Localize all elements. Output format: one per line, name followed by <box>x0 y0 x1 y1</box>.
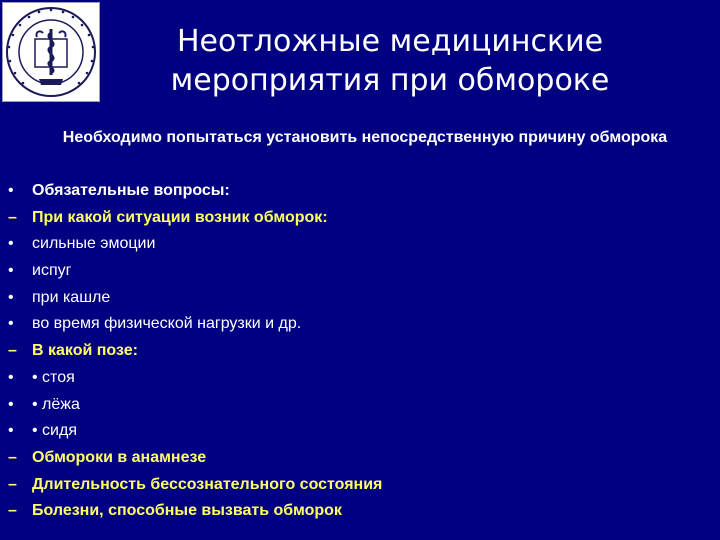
bullet-marker: • <box>8 288 14 306</box>
bullet-marker: • <box>8 368 14 386</box>
university-logo <box>2 2 100 102</box>
list-item <box>8 365 708 392</box>
slide-title <box>110 22 670 100</box>
slide-title-line-2: мероприятия при обмороке <box>170 63 610 98</box>
list-item-text: • стоя <box>32 368 75 386</box>
list-item-text: При какой ситуации возник обморок: <box>32 208 328 226</box>
list-item <box>8 418 708 445</box>
dash-marker: – <box>8 475 17 493</box>
list-item-text: Длительность бессознательного состояния <box>32 475 383 493</box>
dash-marker: – <box>8 342 17 360</box>
list-item <box>8 285 708 312</box>
list-item-text: во время физической нагрузки и др. <box>32 315 302 333</box>
list-item <box>8 258 708 285</box>
bullet-marker: • <box>8 182 14 199</box>
list-item-text: испуг <box>32 262 72 280</box>
list-item-text: Болезни, способные вызвать обморок <box>32 502 342 520</box>
dash-marker: – <box>8 502 17 520</box>
list-item-text: при кашле <box>32 288 111 306</box>
list-item <box>8 498 708 525</box>
bullet-marker: • <box>8 235 14 253</box>
list-item-text: • сидя <box>32 422 77 440</box>
list-item <box>8 472 708 499</box>
list-item <box>8 338 708 365</box>
bullet-marker: • <box>8 315 14 333</box>
list-item <box>8 178 708 205</box>
dash-marker: – <box>8 208 17 226</box>
bullet-marker: • <box>8 395 14 413</box>
list-item-text: • лёжа <box>32 395 80 413</box>
list-item <box>8 311 708 338</box>
bullet-marker: • <box>8 422 14 440</box>
list-item-text: Обмороки в анамнезе <box>32 448 207 466</box>
list-item <box>8 231 708 258</box>
list-item <box>8 445 708 472</box>
bullet-marker: • <box>8 262 14 280</box>
list-item-text: сильные эмоции <box>32 235 156 253</box>
university-seal-icon <box>3 3 99 101</box>
list-item-text: Обязательные вопросы: <box>32 182 230 199</box>
list-item-text: В какой позе: <box>32 342 138 360</box>
list-item <box>8 205 708 232</box>
lead-text: Необходимо попытаться установить непосредственную причину обморока <box>62 129 668 146</box>
list-item <box>8 392 708 419</box>
slide-title-line-1: Неотложные медицинские <box>176 24 604 59</box>
dash-marker: – <box>8 448 17 466</box>
content-list <box>8 178 708 525</box>
